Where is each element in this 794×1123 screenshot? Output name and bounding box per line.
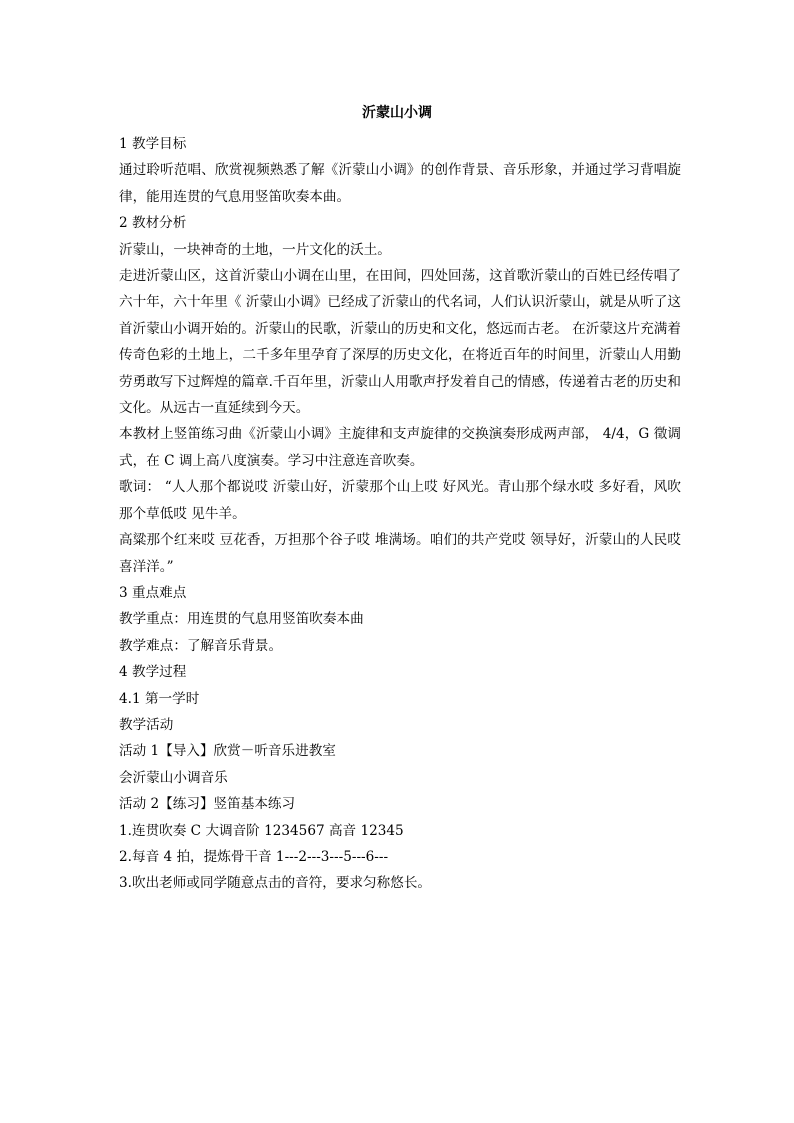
document-body: [119, 131, 681, 897]
section-heading-objectives: 1 教学目标: [119, 136, 187, 152]
paragraph-key-point: 教学重点：用连贯的气息用竖笛吹奏本曲: [119, 611, 364, 628]
document-title: 沂蒙山小调: [362, 105, 432, 121]
paragraph-material: 本教材上竖笛练习曲《沂蒙山小调》主旋律和支声旋律的交换演奏形成两声部， 4/4，G 徵调式，在 C 调上高八度演奏。学习中注意连音吹奏。: [119, 426, 681, 469]
section-heading-key-points: 3 重点难点: [119, 584, 187, 601]
paragraph-objectives: 通过聆听范唱、欣赏视频熟悉了解《沂蒙山小调》的创作背景、音乐形象，并通过学习背唱旋律，能用连贯的气息用竖笛吹奏本曲。: [119, 162, 681, 205]
list-item-2: 2.每音 4 拍，提炼骨干音 1---2---3---5---6---: [119, 848, 389, 865]
paragraph-activities-label: 教学活动: [119, 716, 174, 733]
paragraph-lyrics-2: 高粱那个红来哎 豆花香，万担那个谷子哎 堆满场。咱们的共产党哎 领导好，沂蒙山的人民哎 喜洋洋。”: [119, 532, 681, 575]
paragraph-activity-1-detail: 会沂蒙山小调音乐: [119, 769, 228, 786]
section-heading-analysis: 2 教材分析: [119, 215, 187, 232]
paragraph-activity-2: 活动 2【练习】竖笛基本练习: [119, 796, 296, 813]
list-item-3: 3.吹出老师或同学随意点击的音符，要求匀称悠长。: [119, 875, 432, 892]
subsection-heading-lesson-1: 4.1 第一学时: [119, 690, 200, 707]
paragraph-difficulty: 教学难点：了解音乐背景。: [119, 637, 283, 654]
list-item-1: 1.连贯吹奏 C 大调音阶 1234567 高音 12345: [119, 822, 404, 839]
paragraph-intro: 沂蒙山，一块神奇的土地，一片文化的沃土。: [119, 241, 391, 258]
paragraph-activity-1: 活动 1【导入】欣赏－听音乐进教室: [119, 743, 336, 760]
section-heading-process: 4 教学过程: [119, 664, 187, 681]
paragraph-history: 走进沂蒙山区，这首沂蒙山小调在山里，在田间，四处回荡，这首歌沂蒙山的百姓已经传唱了六十年，六十年里《 沂蒙山小调》已经成了沂蒙山的代名词，人们认识沂蒙山，就是从听了这首沂蒙山小调开始的。沂蒙山的民歌，沂蒙山的历史和文化，悠远而古老。 在沂蒙这片充满着传奇色彩的土地上，二千多年里孕育了深厚的历史文化，在将近百年的时间里，沂蒙山人用勤劳勇敢写下过辉煌的篇章.千百年里，沂蒙山人用歌声抒发着自己的情感，传递着古老的历史和文化。从远古一直延续到今天。: [119, 268, 681, 417]
paragraph-lyrics-1: 歌词： “人人那个都说哎 沂蒙山好，沂蒙那个山上哎 好风光。青山那个绿水哎 多好看，风吹那个草低哎 见牛羊。: [119, 479, 681, 522]
